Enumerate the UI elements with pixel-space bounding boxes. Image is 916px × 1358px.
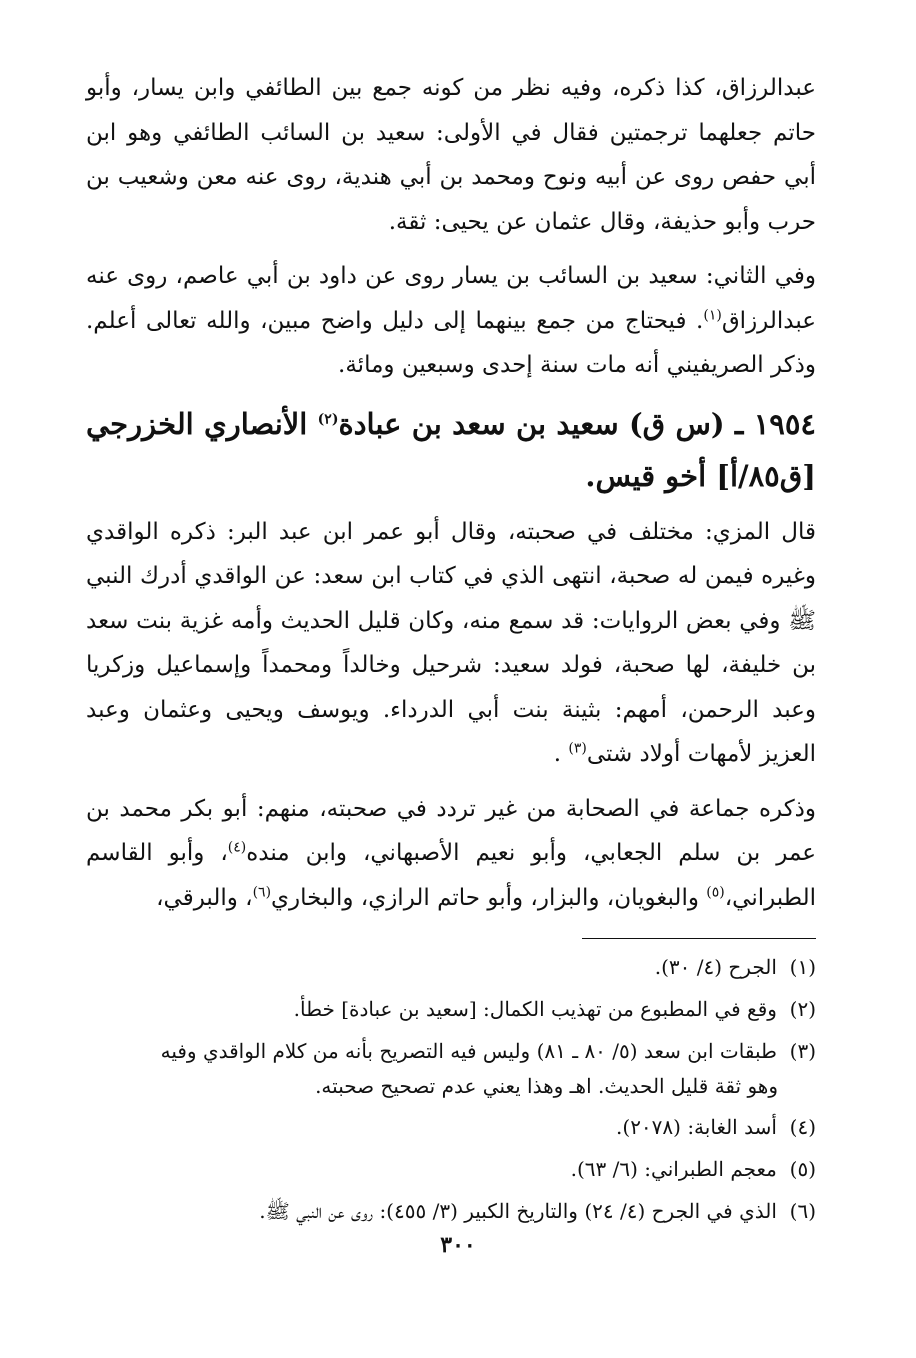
paragraph-4-text-d: ، والبرقي، — [156, 884, 253, 911]
paragraph-2 — [86, 254, 816, 388]
footnote-2 — [86, 991, 816, 1027]
footnote-2-text: وقع في المطبوع من تهذيب الكمال: [سعيد بن عبادة] خطأ. — [293, 997, 777, 1021]
paragraph-4-text-b: ، وأبو القاسم الطبراني، — [86, 840, 816, 911]
footnote-3-continuation — [86, 1069, 816, 1103]
footnote-ref-6: (٦) — [252, 883, 272, 900]
footnote-6-text: الذي في الجرح (٤/ ٢٤) والتاريخ الكبير (٣/ ٤٥٥): روى عن النبي ﷺ. — [259, 1199, 777, 1223]
footnote-6-number: (٦) — [789, 1199, 816, 1223]
footnote-5 — [86, 1151, 816, 1187]
paragraph-3-text-a: قال المزي: مختلف في صحبته، وقال أبو عمر ابن عبد البر: ذكره الواقدي وغيره فيمن له صحبة، انتهى الذي في كتاب ابن سعد: عن الواقدي أدرك النبي ﷺ وفي بعض الروايات: قد سمع منه، وكان قليل الحديث وأمه غزية بنت سعد بن خليفة، لها صحبة، فولد سعيد: شرحيل وخالداً ومحمداً وإسماعيل وزكريا وعبد الرحمن، أمهم: بثينة بنت أبي الدرداء. ويوسف ويحيى وعثمان وعبد العزيز لأمهات أولاد شتى — [86, 518, 816, 767]
footnote-6 — [86, 1193, 816, 1229]
footnote-ref-2: (٢) — [317, 410, 339, 427]
page-number: ٣٠٠ — [440, 1232, 476, 1258]
footnote-5-number: (٥) — [789, 1157, 816, 1181]
footnote-3-text-2: وهو ثقة قليل الحديث. اهـ وهذا يعني عدم تصحيح صحبته. — [315, 1074, 778, 1098]
footnote-4 — [86, 1109, 816, 1145]
footnote-5-text: معجم الطبراني: (٦/ ٦٣). — [570, 1157, 777, 1181]
footnote-1-number: (١) — [789, 955, 816, 979]
paragraph-3 — [86, 510, 816, 777]
footnote-1-text: الجرح (٤/ ٣٠). — [654, 955, 777, 979]
footnote-4-number: (٤) — [789, 1115, 816, 1139]
footnote-4-text: أسد الغابة: (٢٠٧٨). — [616, 1115, 777, 1139]
paragraph-4 — [86, 787, 816, 921]
footnote-2-number: (٢) — [789, 997, 816, 1021]
entry-heading-text-b: الأنصاري الخزرجي [ق٨٥/أ] أخو قيس. — [86, 406, 816, 493]
footnote-3 — [86, 1033, 816, 1069]
paragraph-4-text-a: وذكره جماعة في الصحابة من غير تردد في صحبته، منهم: أبو بكر محمد بن عمر بن سلم الجعابي، وأبو نعيم الأصبهاني، وابن منده — [86, 795, 817, 866]
entry-heading-text-a: ١٩٥٤ ـ (س ق) سعيد بن سعد بن عبادة — [338, 406, 816, 441]
entry-heading — [86, 398, 816, 502]
paragraph-1 — [86, 66, 816, 244]
footnote-1 — [86, 949, 816, 985]
paragraph-4-text-c: والبغويان، والبزار، وأبو حاتم الرازي، والبخاري — [271, 884, 707, 911]
footnote-ref-4: (٤) — [227, 839, 247, 856]
footnote-3-number: (٣) — [789, 1039, 816, 1063]
paragraph-2-text-a: وفي الثاني: سعيد بن السائب بن يسار روى عن داود بن أبي عاصم، روى عنه عبدالرزاق — [86, 263, 816, 334]
paragraph-2-text-b: . فيحتاج من جمع بينهما إلى دليل واضح مبين، والله تعالى أعلم. وذكر الصريفيني أنه مات سنة إحدى وسبعين ومائة. — [86, 307, 816, 378]
footnote-ref-1: (١) — [703, 306, 722, 323]
paragraph-3-text-b: . — [553, 741, 569, 767]
footnote-3-text: طبقات ابن سعد (٥/ ٨٠ ـ ٨١) وليس فيه التصريح بأنه من كلام الواقدي وفيه — [160, 1039, 777, 1063]
footnote-separator — [582, 938, 816, 939]
footnotes — [86, 949, 816, 1229]
footnote-ref-3: (٣) — [568, 740, 587, 757]
paragraph-1-text: عبدالرزاق، كذا ذكره، وفيه نظر من كونه جمع بين الطائفي وابن يسار، وأبو حاتم جعلهما ترجمتين فقال في الأولى: سعيد بن السائب الطائفي وهو ابن أبي حفص روى عن أبيه ونوح ومحمد بن أبي هندية، روى عنه معن وشعيب بن حرب وأبو حذيفة، وقال عثمان عن يحيى: ثقة. — [86, 75, 816, 235]
footnote-ref-5: (٥) — [706, 883, 725, 900]
